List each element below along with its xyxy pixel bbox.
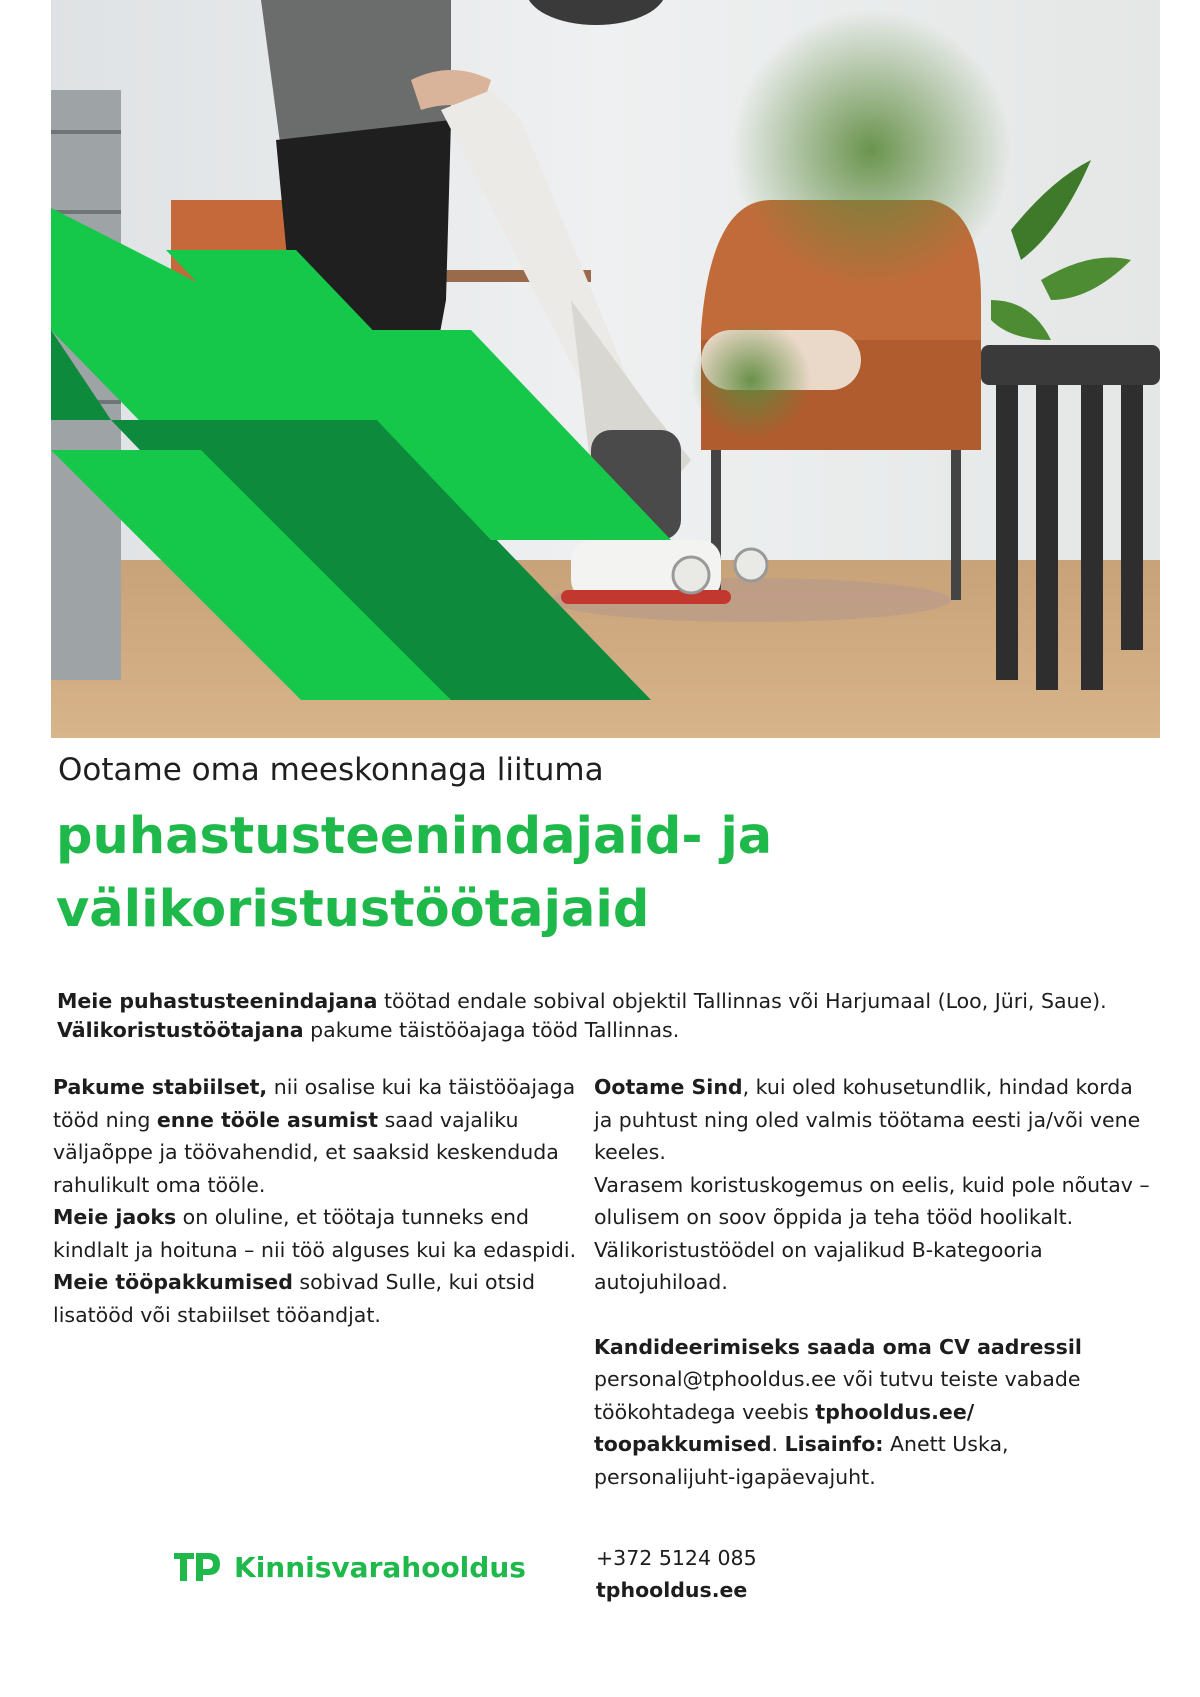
- offer-text-1: nii osalise kui ka täistööajaga tööd ning: [53, 1075, 576, 1132]
- suits-paragraph: [53, 1266, 583, 1331]
- intro-bold-1: Meie puhastusteenindajana: [57, 989, 378, 1013]
- intro-paragraph: [57, 987, 1137, 1045]
- apply-bold: Kandideerimiseks saada oma CV aadressil: [594, 1334, 1082, 1359]
- intro-text-1: töötad endale sobival objektil Tallinnas või Harjumaal (Loo, Jüri, Saue).: [377, 989, 1107, 1013]
- phone-number[interactable]: +372 5124 085: [596, 1546, 757, 1570]
- info-bold: Lisainfo:: [784, 1432, 884, 1456]
- values-paragraph: [53, 1201, 583, 1266]
- hero-photo: [51, 0, 1160, 738]
- suits-text: sobivad Sulle, kui otsid lisatööd või stabiilset tööandjat.: [53, 1270, 536, 1327]
- experience-paragraph: Varasem koristuskogemus on eelis, kuid pole nõutav – olulisem on soov õppida ja teha tööd hoolikalt.: [594, 1172, 1150, 1229]
- logo-text: Kinnisvarahooldus: [234, 1550, 526, 1584]
- expect-bold: Ootame Sind: [594, 1075, 743, 1099]
- expect-paragraph: [594, 1071, 1154, 1169]
- offer-paragraph: [53, 1071, 583, 1201]
- contact-block: [596, 1542, 757, 1606]
- offer-text-2: saad vajaliku väljaõppe ja töövahendid, et saaksid keskenduda rahulikult oma tööle.: [53, 1107, 559, 1197]
- info-text: Anett Uska, personalijuht-igapäevajuht.: [594, 1432, 1009, 1489]
- values-text: on oluline, et töötaja tunneks end kindlalt ja hoituna – nii töö alguses kui ka edaspidi.: [53, 1205, 577, 1262]
- spacer: [594, 1299, 1154, 1331]
- intro-bold-2: Välikoristustöötajana: [57, 1018, 304, 1042]
- apply-paragraph: [594, 1363, 1154, 1493]
- suits-bold: Meie tööpakkumised: [53, 1270, 293, 1294]
- offer-bold-2: enne tööle asumist: [156, 1107, 379, 1132]
- apply-heading: [594, 1331, 1154, 1364]
- jobs-link[interactable]: tphooldus.ee/ toopakkumised: [594, 1399, 975, 1456]
- offer-bold: Pakume stabiilset,: [53, 1075, 268, 1099]
- apply-text-2: .: [771, 1432, 785, 1456]
- website-link[interactable]: tphooldus.ee: [596, 1578, 748, 1602]
- expect-text: , kui oled kohusetundlik, hindad korda ja puhtust ning oled valmis töötama eesti ja/või vene keeles.: [594, 1075, 1141, 1164]
- green-ribbon-graphic: [51, 0, 1160, 738]
- intro-text-2: pakume täistööajaga tööd Tallinnas.: [303, 1018, 680, 1042]
- license-paragraph: Välikoristustöödel on vajalikud B-kategooria autojuhiload.: [594, 1237, 1043, 1294]
- lead-text: Ootame oma meeskonnaga liituma: [58, 752, 604, 788]
- headline-line2: välikoristustöötajaid: [56, 880, 650, 939]
- tp-logo-icon: [172, 1549, 222, 1585]
- left-column: [53, 1071, 583, 1331]
- right-column: [594, 1071, 1154, 1493]
- headline: [56, 800, 1156, 946]
- company-logo: [172, 1549, 526, 1585]
- headline-line1: puhastusteenindajaid- ja: [56, 807, 773, 866]
- values-bold: Meie jaoks: [53, 1205, 177, 1229]
- apply-text-1: personal@tphooldus.ee või tutvu teiste vabade töökohtadega veebis: [594, 1367, 1081, 1424]
